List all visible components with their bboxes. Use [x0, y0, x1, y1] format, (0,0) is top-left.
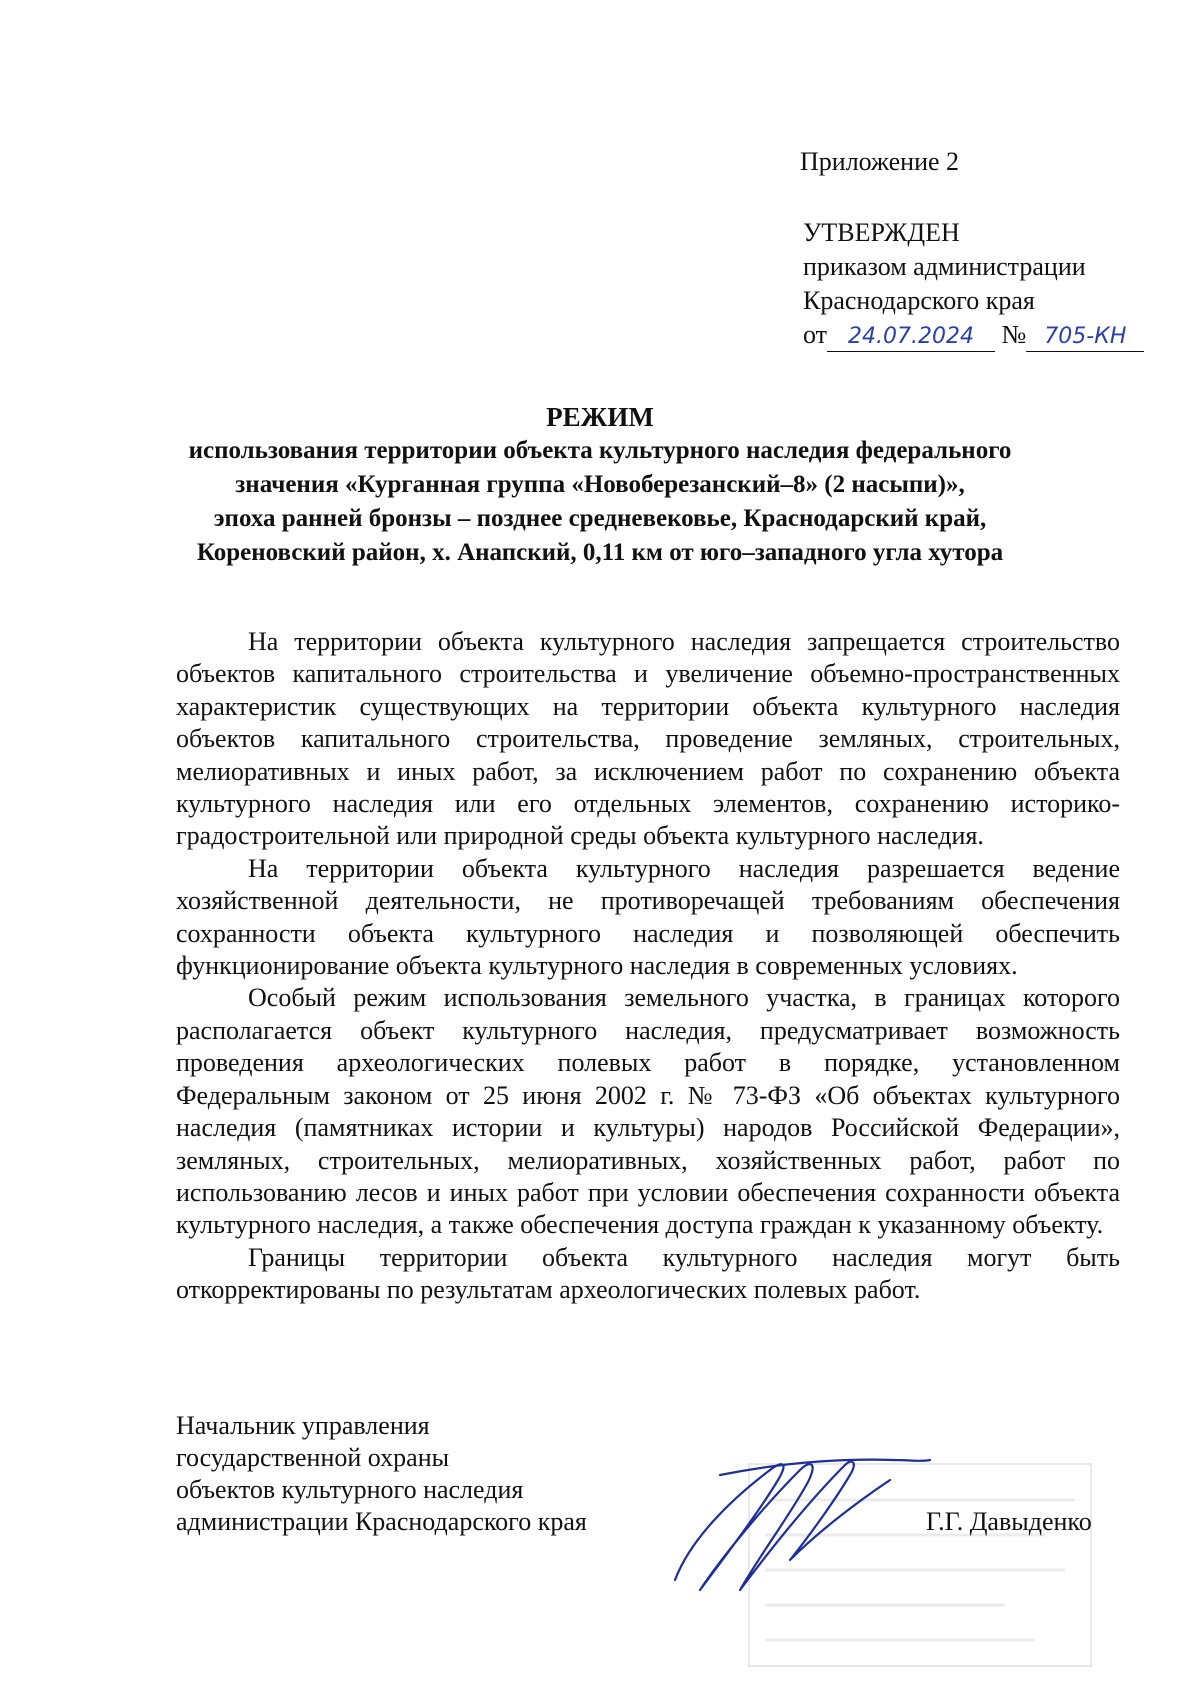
- signer-position-line-3: объектов культурного наследия: [176, 1475, 524, 1504]
- approved-label: УТВЕРЖДЕН: [803, 218, 960, 247]
- handwritten-signature: [660, 1440, 940, 1600]
- signer-name: Г.Г. Давыденко: [926, 1507, 1092, 1536]
- paragraph-boundaries: Границы территории объекта культурного наследия могут быть откорректированы по результатам археологических полевых работ.: [176, 1242, 1120, 1305]
- handwritten-order-number: 705-КН: [1026, 323, 1144, 352]
- document-title: [150, 400, 1050, 570]
- title-main: РЕЖИМ: [546, 402, 654, 432]
- annex-label: Приложение 2: [800, 147, 960, 176]
- paragraph-permissions: На территории объекта культурного наследия разрешается ведение хозяйственной деятельности, не противоречащей требованиям обеспечения сохранности объекта культурного наследия и позволяющей обеспечить функционирование объекта культурного наследия в современных условиях.: [176, 853, 1120, 981]
- title-line-4: Кореновский район, х. Анапский, 0,11 км от юго–западного угла хутора: [196, 539, 1004, 566]
- by-order-label: приказом администрации: [803, 252, 1086, 281]
- signer-position-line-1: Начальник управления: [176, 1411, 430, 1440]
- region-label: Краснодарского края: [803, 286, 1035, 315]
- title-line-2: значения «Курганная группа «Новоберезанский–8» (2 насыпи)»,: [235, 471, 965, 498]
- number-prefix: №: [1001, 320, 1027, 349]
- title-line-1: использования территории объекта культурного наследия федерального: [188, 437, 1012, 464]
- paragraph-special-regime: Особый режим использования земельного участка, в границах которого располагается объект культурного наследия, предусматривает возможность проведения археологических полевых работ в порядке, установленном Федеральным законом от 25 июня 2002 г. № 73-ФЗ «Об объектах культурного наследия (памятниках истории и культуры) народов Российской Федерации», земляных, строительных, мелиоративных, хозяйственных работ, работ по использованию лесов и иных работ при условии обеспечения сохранности объекта культурного наследия, а также обеспечения доступа граждан к указанному объекту.: [176, 983, 1120, 1240]
- date-prefix: от: [803, 320, 828, 349]
- paragraph-prohibitions: На территории объекта культурного наследия запрещается строительство объектов капитального строительства и увеличение объемно-пространственных характеристик существующих на территории объекта культурного наследия объектов капитального строительства, проведение земляных, строительных, мелиоративных и иных работ, за исключением работ по сохранению объекта культурного наследия или его отдельных элементов, сохранению историко-градостроительной или природной среды объекта культурного наследия.: [176, 627, 1120, 851]
- signer-position-line-4: администрации Краснодарского края: [176, 1507, 587, 1536]
- body-text: [176, 626, 1120, 1307]
- title-line-3: эпоха ранней бронзы – позднее средневековье, Краснодарский край,: [213, 505, 987, 532]
- signer-position-line-2: государственной охраны: [176, 1443, 450, 1472]
- signer-position: [176, 1410, 587, 1538]
- approval-block: [803, 216, 1144, 352]
- handwritten-date: 24.07.2024: [827, 323, 995, 352]
- order-line: [803, 318, 1144, 352]
